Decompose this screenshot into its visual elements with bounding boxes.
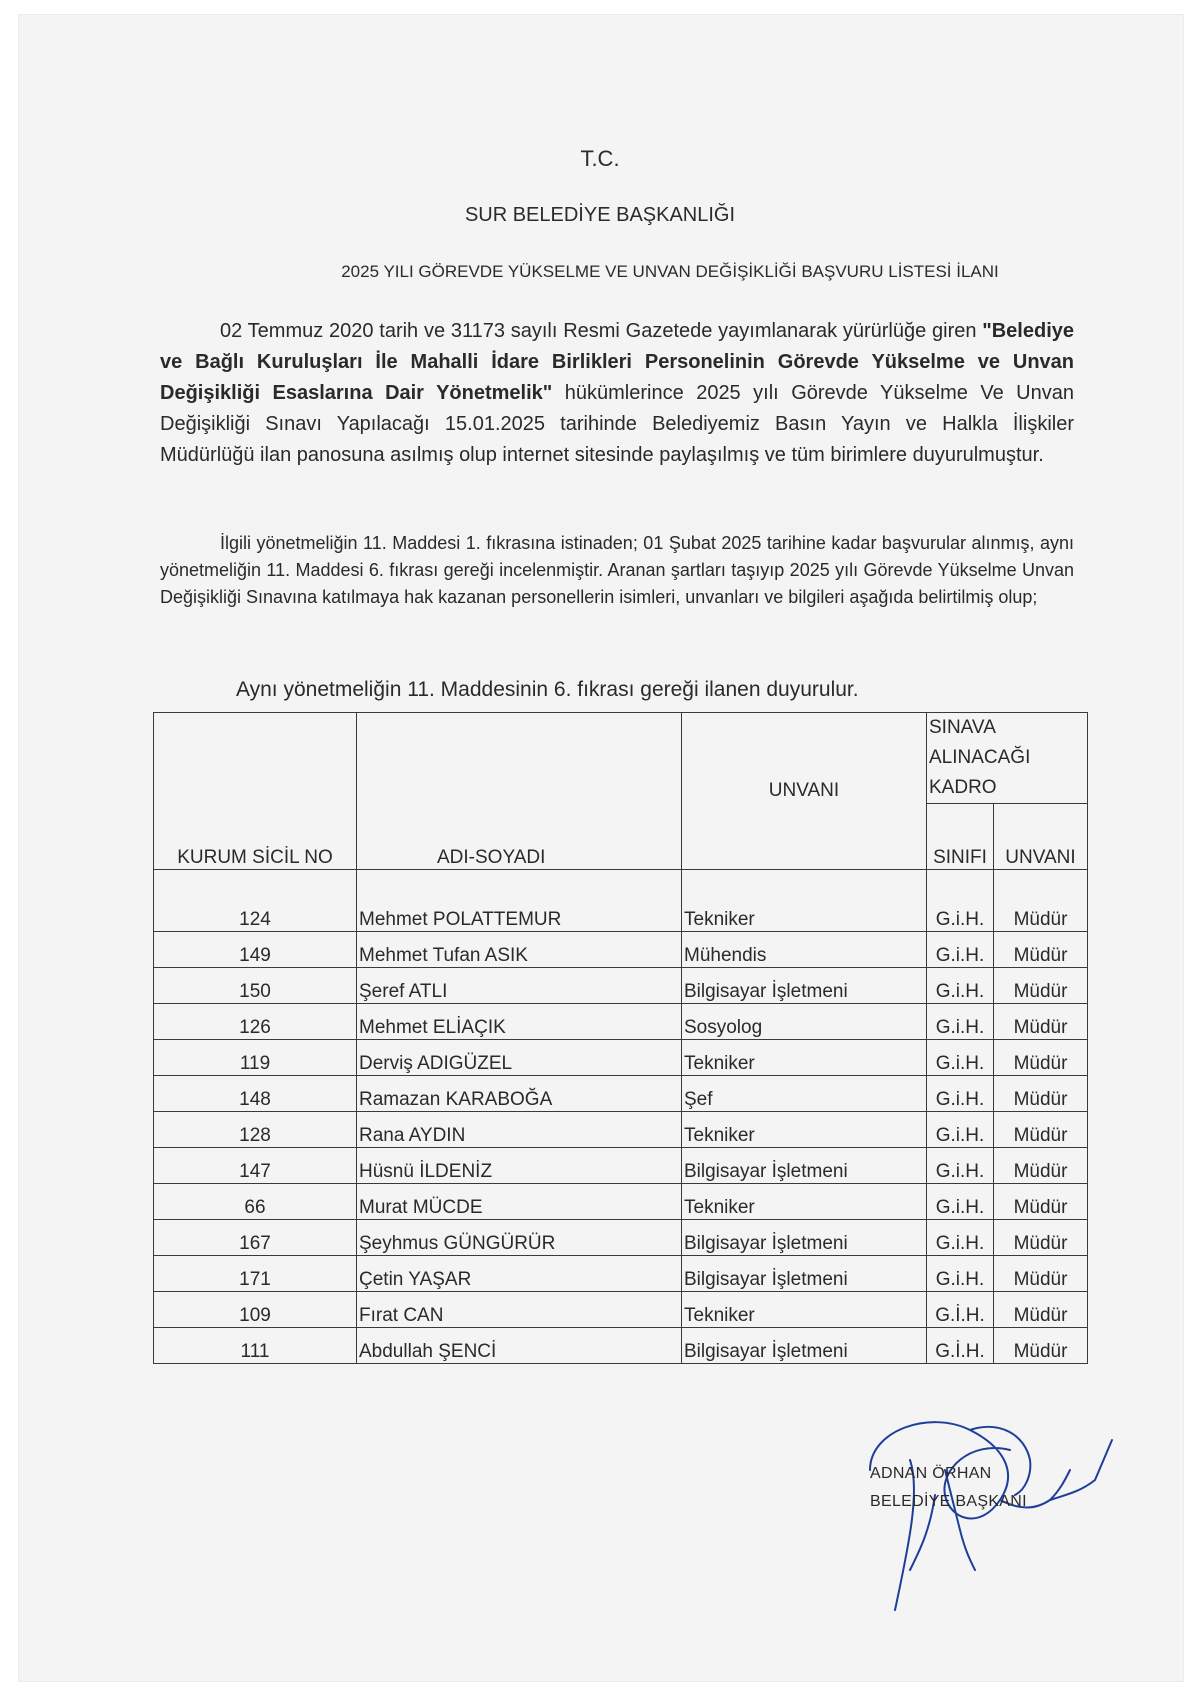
cell-sicil: 119 <box>154 1040 357 1076</box>
cell-name: Derviş ADIGÜZEL <box>357 1040 682 1076</box>
cell-kadro-unvan: Müdür <box>994 1256 1088 1292</box>
cell-name: Rana AYDIN <box>357 1112 682 1148</box>
cell-kadro-unvan: Müdür <box>994 1328 1088 1364</box>
header-organization: SUR BELEDİYE BAŞKANLIĞI <box>464 204 736 226</box>
cell-unvan: Tekniker <box>682 1112 927 1148</box>
cell-name: Hüsnü İLDENİZ <box>357 1148 682 1184</box>
table-row <box>154 1256 1088 1292</box>
cell-sicil: 150 <box>154 968 357 1004</box>
cell-unvan: Bilgisayar İşletmeni <box>682 968 927 1004</box>
cell-sicil: 66 <box>154 1184 357 1220</box>
table-row <box>154 1040 1088 1076</box>
cell-sicil: 167 <box>154 1220 357 1256</box>
cell-kadro-unvan: Müdür <box>994 1184 1088 1220</box>
cell-name: Çetin YAŞAR <box>357 1256 682 1292</box>
regulation-name: "Belediye ve Bağlı Kuruluşları İle Mahalli İdare Birlikleri Personelinin Görevde Yükselme ve Unvan Değişikliği Esaslarına Dair Yönetmelik" <box>160 320 1074 404</box>
cell-name: Mehmet POLATTEMUR <box>357 870 682 932</box>
cell-kadro-unvan: Müdür <box>994 1076 1088 1112</box>
cell-unvan: Bilgisayar İşletmeni <box>682 1148 927 1184</box>
cell-sicil: 111 <box>154 1328 357 1364</box>
cell-name: Şeref ATLI <box>357 968 682 1004</box>
cell-name: Mehmet Tufan ASIK <box>357 932 682 968</box>
cell-sinif: G.i.H. <box>927 1148 994 1184</box>
cell-unvan: Tekniker <box>682 870 927 932</box>
cell-name: Ramazan KARABOĞA <box>357 1076 682 1112</box>
table-body <box>154 870 1088 1364</box>
table-row <box>154 1220 1088 1256</box>
table-row <box>154 1184 1088 1220</box>
cell-sinif: G.i.H. <box>927 1256 994 1292</box>
cell-unvan: Mühendis <box>682 932 927 968</box>
cell-sicil: 124 <box>154 870 357 932</box>
cell-name: Şeyhmus GÜNGÜRÜR <box>357 1220 682 1256</box>
cell-sinif: G.i.H. <box>927 1040 994 1076</box>
cell-unvan: Tekniker <box>682 1040 927 1076</box>
table-row <box>154 968 1088 1004</box>
signatory-name: ADNAN ÖRHAN <box>870 1465 992 1482</box>
cell-sinif: G.i.H. <box>927 1112 994 1148</box>
document-title: 2025 YILI GÖREVDE YÜKSELME VE UNVAN DEĞİŞİKLİĞİ BAŞVURU LİSTESİ İLANI <box>341 262 999 281</box>
header-sicil: KURUM SİCİL NO <box>154 713 357 870</box>
cell-sinif: G.i.H. <box>927 1220 994 1256</box>
cell-sicil: 171 <box>154 1256 357 1292</box>
signatory-title: BELEDİYE BAŞKANI <box>870 1493 1027 1510</box>
cell-kadro-unvan: Müdür <box>994 968 1088 1004</box>
cell-unvan: Sosyolog <box>682 1004 927 1040</box>
paragraph-applications: İlgili yönetmeliğin 11. Maddesi 1. fıkrasına istinaden; 01 Şubat 2025 tarihine kadar başvurular alınmış, aynı yönetmeliğin 11. Maddesi 6. fıkrası gereği incelenmiştir. Aranan şartları taşıyıp 2025 yılı Görevde Yükselme Unvan Değişikliği Sınavına katılmaya hak kazanan personellerin isimleri, unvanları ve bilgileri aşağıda belirtilmiş olup; <box>160 533 1074 607</box>
header-tc: T.C. <box>580 146 620 171</box>
table-row <box>154 1148 1088 1184</box>
cell-sinif: G.i.H. <box>927 870 994 932</box>
cell-kadro-unvan: Müdür <box>994 1040 1088 1076</box>
table-row <box>154 1076 1088 1112</box>
table-row <box>154 870 1088 932</box>
table-row <box>154 1004 1088 1040</box>
table-row <box>154 1292 1088 1328</box>
cell-kadro-unvan: Müdür <box>994 1004 1088 1040</box>
header-name: ADI-SOYADI <box>357 713 682 870</box>
cell-sinif: G.i.H. <box>927 1184 994 1220</box>
cell-sinif: G.i.H. <box>927 1076 994 1112</box>
cell-sinif: G.İ.H. <box>927 1328 994 1364</box>
paragraph-regulation-intro: 02 Temmuz 2020 tarih ve 31173 sayılı Resmi Gazetede yayımlanarak yürürlüğe giren <box>220 320 983 342</box>
header-sinif: SINIFI <box>927 804 994 870</box>
cell-kadro-unvan: Müdür <box>994 1112 1088 1148</box>
table-row <box>154 1112 1088 1148</box>
cell-unvan: Bilgisayar İşletmeni <box>682 1256 927 1292</box>
cell-kadro-unvan: Müdür <box>994 1148 1088 1184</box>
table-row <box>154 1328 1088 1364</box>
table-header-row <box>154 713 1088 804</box>
header-unvan: UNVANI <box>682 713 927 870</box>
cell-name: Murat MÜCDE <box>357 1184 682 1220</box>
cell-kadro-unvan: Müdür <box>994 1220 1088 1256</box>
cell-sicil: 148 <box>154 1076 357 1112</box>
cell-sinif: G.İ.H. <box>927 1292 994 1328</box>
cell-name: Mehmet ELİAÇIK <box>357 1004 682 1040</box>
cell-kadro-unvan: Müdür <box>994 932 1088 968</box>
cell-sicil: 126 <box>154 1004 357 1040</box>
cell-unvan: Tekniker <box>682 1184 927 1220</box>
cell-sinif: G.i.H. <box>927 932 994 968</box>
cell-name: Abdullah ŞENCİ <box>357 1328 682 1364</box>
paragraph-regulation <box>160 316 1074 471</box>
header-kadro-unvan: UNVANI <box>994 804 1088 870</box>
cell-sicil: 149 <box>154 932 357 968</box>
cell-unvan: Bilgisayar İşletmeni <box>682 1328 927 1364</box>
cell-sicil: 109 <box>154 1292 357 1328</box>
cell-sinif: G.i.H. <box>927 1004 994 1040</box>
cell-sicil: 128 <box>154 1112 357 1148</box>
notice-line: Aynı yönetmeliğin 11. Maddesinin 6. fıkrası gereği ilanen duyurulur. <box>236 678 859 701</box>
cell-kadro-unvan: Müdür <box>994 870 1088 932</box>
cell-name: Fırat CAN <box>357 1292 682 1328</box>
cell-unvan: Tekniker <box>682 1292 927 1328</box>
cell-sicil: 147 <box>154 1148 357 1184</box>
applicant-table <box>153 712 1088 1364</box>
paragraph-regulation-rest: hükümlerince 2025 yılı Görevde Yükselme Ve Unvan Değişikliği Sınavı Yapılacağı 15.01.2025 tarihinde Belediyemiz Basın Yayın ve Halkla İlişkiler Müdürlüğü ilan panosuna asılmış olup internet sitesinde paylaşılmış ve tüm birimlere duyurulmuştur. <box>160 382 1074 466</box>
table-row <box>154 932 1088 968</box>
cell-kadro-unvan: Müdür <box>994 1292 1088 1328</box>
cell-sinif: G.i.H. <box>927 968 994 1004</box>
header-kadro: SINAVA ALINACAĞI KADRO <box>927 713 1088 804</box>
cell-unvan: Şef <box>682 1076 927 1112</box>
cell-unvan: Bilgisayar İşletmeni <box>682 1220 927 1256</box>
